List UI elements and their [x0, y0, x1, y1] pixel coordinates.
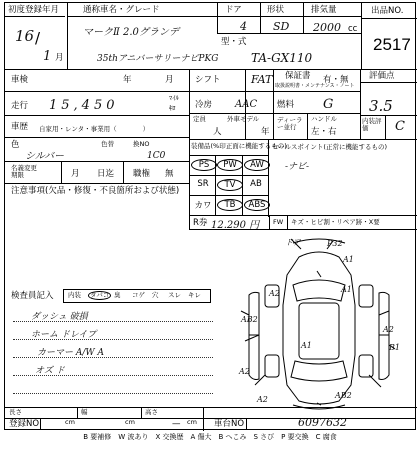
roof-outline — [299, 303, 339, 359]
warranty-value: 有・無 — [323, 75, 349, 85]
damage-code-label: B1 — [389, 343, 400, 352]
mileage-unit-km: ｷﾛ — [169, 104, 176, 112]
equipment-title: 装備品(%印正面に機能するもの) — [191, 142, 287, 150]
length-unit: cm — [65, 418, 75, 426]
damage-code-label: ドア — [285, 238, 301, 247]
auction-sheet — [4, 2, 416, 430]
width-unit: cm — [125, 418, 135, 426]
interior-eval-label: 内装評価 — [362, 117, 382, 132]
equipment-item: TB — [217, 199, 243, 211]
tag-interior: 内装 — [68, 291, 81, 299]
damage-code-label: A2 — [239, 367, 250, 376]
damage-code-label: A1 — [341, 285, 352, 294]
inspection-label: 車検 — [11, 75, 29, 85]
tag-burn: コゲ — [132, 291, 145, 299]
handle-label: ハンドル — [311, 115, 337, 123]
capacity-unit: 人 — [213, 127, 222, 137]
door-label: ドア — [225, 5, 242, 15]
equipment-item: ABS — [244, 199, 270, 211]
slash-divider: / — [35, 29, 41, 47]
legend-repair: キズ・ヒビ割・リペア跡・X要 — [291, 218, 380, 226]
equipment-item: AW — [244, 159, 270, 171]
damage-code-label: A1 — [343, 255, 354, 264]
damage-code-label: P32 — [327, 239, 343, 248]
height-label: 高さ — [145, 408, 158, 416]
damage-code-label: AB2 — [335, 391, 352, 400]
damage-code-legend: B 要補修 W 波あり X 交換歴 A 傷大 B へこみ S さび P 要交換 C 腐食 — [83, 433, 337, 441]
damage-code-label: A2 — [269, 289, 280, 298]
rename-none: 無 — [165, 169, 174, 179]
inspection-year: 年 — [123, 75, 132, 85]
damage-code-label: A2 — [257, 395, 268, 404]
ac-value: AAC — [235, 99, 258, 110]
selling-points-value: -ナビ- — [285, 162, 310, 172]
equipment-item: PS — [191, 159, 217, 171]
tag-cut: キレ — [188, 291, 201, 299]
color-change-label: 色替 — [101, 140, 114, 148]
mileage-value: 15,450 — [49, 98, 119, 113]
equipment-item: TV — [217, 179, 243, 191]
equipment-item: AB — [250, 179, 262, 189]
sunroof-value: 12.290 円 — [211, 220, 260, 231]
capacity-label: 定員 — [193, 115, 206, 123]
tag-smell: 臭 — [114, 291, 121, 299]
right-side-outline — [379, 292, 389, 379]
fuel-label: 燃料 — [277, 100, 295, 110]
tag-tobacco: タバコ — [90, 291, 110, 299]
registration-dash: — — [172, 419, 181, 429]
door-value: 4 — [240, 20, 247, 33]
equipment-item: PW — [217, 159, 243, 171]
dealer-label: ディーラー並行 — [277, 116, 303, 131]
history-options: 自家用・レンタ・事業用（ ） — [39, 125, 150, 133]
evaluation-label: 評価点 — [369, 71, 395, 81]
color-value: シルバー — [25, 151, 65, 162]
inspection-month: 月 — [165, 75, 174, 85]
selling-points-title: セールスポイント(正常に機能するもの) — [272, 143, 387, 151]
displacement-label: 排気量 — [311, 5, 337, 15]
model-value: マークⅡ 2.0グランデ — [83, 27, 179, 38]
lot-label: 出品NO. — [371, 6, 404, 16]
color-label: 色 — [11, 140, 20, 150]
inspector-label: 検査員記入 — [11, 291, 54, 301]
length-label: 長さ — [9, 408, 22, 416]
first-reg-year: 16 — [15, 27, 35, 45]
evaluation-score: 3.5 — [369, 97, 393, 115]
note-line-1: ダッシュ 破損 — [31, 312, 88, 322]
inspector-tags-box — [63, 289, 211, 303]
tag-hole: 穴 — [152, 291, 159, 299]
damage-code-label: A1 — [301, 341, 312, 350]
wheel-rear-right — [359, 355, 373, 377]
legend-fw: FW — [273, 218, 284, 226]
equipment-item: カワ — [194, 201, 212, 211]
model-type-label: 型・式 — [221, 37, 247, 47]
handle-value: 左・右 — [311, 127, 337, 137]
shift-label: シフト — [195, 75, 221, 85]
rear-glass-outline — [291, 361, 347, 381]
ext-model-unit: 年 — [261, 127, 270, 137]
height-unit: cm — [187, 418, 197, 426]
first-reg-month-unit: 月 — [55, 53, 64, 63]
ac-label: 冷房 — [195, 100, 213, 110]
lot-number: 2517 — [373, 35, 411, 54]
ext-model-label: 外車モデル — [227, 115, 260, 123]
sunroof-label: R券 — [193, 218, 208, 228]
first-reg-month: 1 — [43, 49, 52, 64]
windshield-outline — [293, 280, 345, 301]
warranty-sub: 取扱説明書・メンテナンス・ノート — [275, 83, 355, 89]
shape-label: 形状 — [267, 5, 285, 15]
chassis-value: 6097632 — [298, 416, 347, 429]
model-label: 通称車名・グレード — [83, 5, 160, 15]
rename-label: 名義変更期限 — [11, 164, 37, 179]
fuel-value: G — [323, 97, 334, 112]
model-type-value: TA-GX110 — [251, 51, 313, 65]
rename-month: 月 — [71, 169, 80, 179]
rename-authority: 職権 — [133, 169, 151, 179]
grade-extra: 35thアニバーサリーナビPKG — [97, 54, 219, 64]
chassis-label: 車台NO — [214, 419, 245, 429]
note-line-4: オズ ド — [35, 366, 65, 376]
wheel-rear-left — [265, 355, 279, 377]
shift-value: FAT — [251, 73, 273, 86]
note-line-3: カーマー A/W A — [37, 348, 105, 358]
notes-title: 注意事項(欠品・修復・不良箇所および状態) — [11, 186, 180, 196]
registration-label: 登録NO — [9, 419, 40, 429]
color-code-label: 換NO — [133, 140, 150, 148]
width-label: 幅 — [81, 408, 88, 416]
mileage-label: 走行 — [11, 101, 29, 111]
rename-day: 日迄 — [97, 169, 115, 179]
damage-code-label: A2 — [383, 325, 394, 334]
history-label: 車歴 — [11, 122, 29, 132]
shape-value: SD — [273, 20, 290, 33]
tag-scrape: スレ — [168, 291, 181, 299]
first-reg-label: 初度登録年月 — [8, 5, 60, 15]
displacement-unit: cc — [348, 24, 358, 34]
color-code-value: 1C0 — [147, 151, 166, 161]
damage-code-label: AB2 — [241, 315, 258, 324]
wheel-front-right — [359, 285, 373, 307]
note-line-2: ホーム ドレイプ — [31, 330, 97, 340]
displacement-value: 2000 — [313, 21, 341, 34]
warranty-label: 保証書 — [285, 71, 311, 81]
mileage-unit-mile: ﾏｲﾙ — [169, 94, 179, 102]
interior-eval-score: C — [395, 119, 405, 134]
equipment-item: SR — [197, 179, 209, 189]
